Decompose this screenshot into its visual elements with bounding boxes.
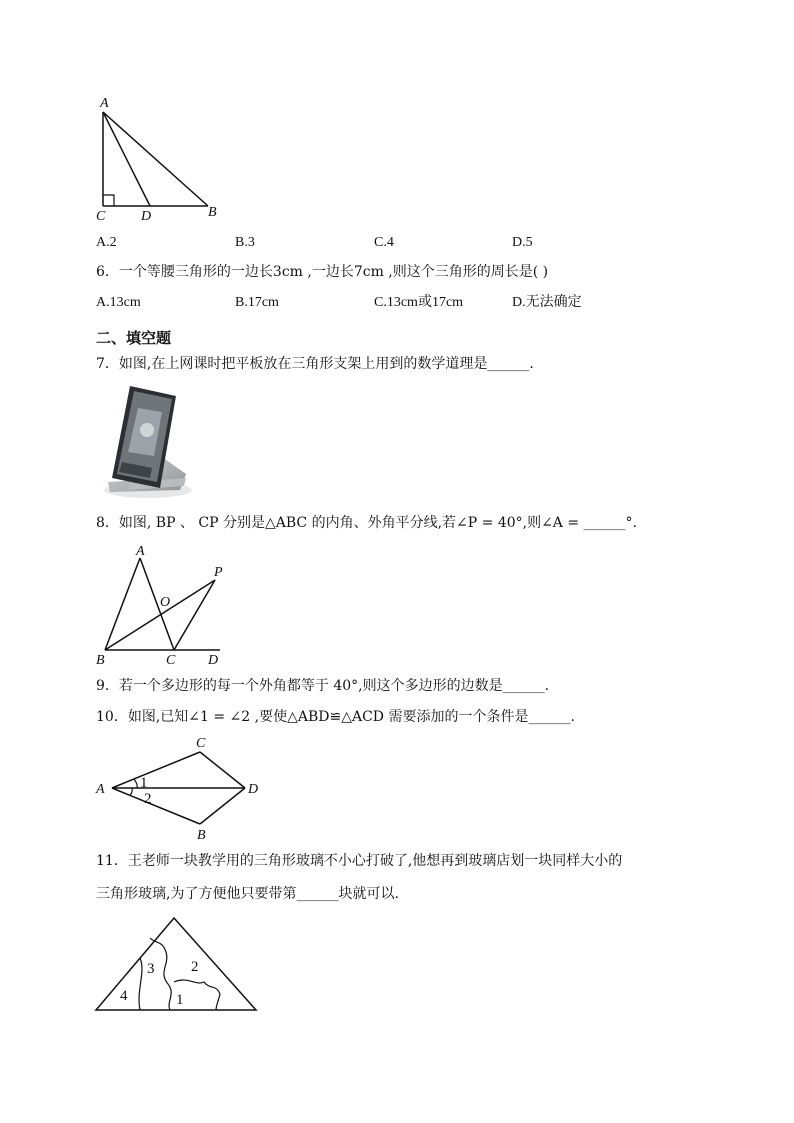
angle-2-label: 2 [144, 791, 152, 807]
question-9-text: 9．若一个多边形的每一个外角都等于 40°,则这个多边形的边数是______. [96, 678, 550, 694]
piece-2-label: 2 [191, 959, 199, 975]
figure-broken-triangle [92, 912, 262, 1016]
piece-1-label: 1 [176, 992, 184, 1008]
piece-3-label: 3 [147, 961, 155, 977]
tablet-stand-image [100, 382, 200, 500]
question-10-text: 10．如图,已知∠1 = ∠2 ,要使△ABD≌△ACD 需要添加的一个条件是______. [96, 709, 575, 725]
label-A: A [96, 782, 105, 797]
label-C: C [96, 209, 106, 224]
q6-choice-d: D.无法确定 [512, 295, 582, 310]
label-C: C [196, 736, 206, 751]
label-B: B [197, 828, 206, 843]
question-11-line-2: 三角形玻璃,为了方便他只要带第______块就可以. [96, 886, 399, 902]
label-D: D [248, 782, 259, 797]
q5-choice-a: A.2 [96, 235, 117, 250]
q5-choice-b: B.3 [235, 235, 255, 250]
question-6-text: 6．一个等腰三角形的一边长3cm ,一边长7cm ,则这个三角形的周长是( ) [96, 264, 549, 280]
figure-kite-abdc [90, 732, 270, 844]
question-8-text: 8．如图, BP 、 CP 分别是△ABC 的内角、外角平分线,若∠P = 40°,则∠A = ______°. [96, 515, 638, 531]
q6-choice-c: C.13cm或17cm [374, 295, 464, 310]
question-11-line-1: 11．王老师一块教学用的三角形玻璃不小心打破了,他想再到玻璃店划一块同样大小的 [96, 853, 623, 869]
q6-choice-a: A.13cm [96, 295, 141, 310]
section-fill-in-title: 二、填空题 [96, 329, 172, 347]
label-A: A [100, 96, 109, 111]
label-B: B [208, 205, 217, 220]
label-D: D [141, 209, 152, 224]
label-B: B [96, 653, 105, 668]
label-C: C [166, 653, 176, 668]
label-P: P [214, 565, 223, 580]
piece-4-label: 4 [120, 988, 128, 1004]
angle-1-label: 1 [140, 775, 148, 791]
label-O: O [160, 595, 171, 610]
label-A: A [136, 544, 145, 559]
figure-angle-bisectors [90, 540, 240, 668]
q5-choice-c: C.4 [374, 235, 394, 250]
label-D: D [208, 653, 219, 668]
figure-right-triangle-acb [90, 92, 230, 224]
q6-choice-b: B.17cm [235, 295, 279, 310]
q5-choice-d: D.5 [512, 235, 533, 250]
question-7-text: 7．如图,在上网课时把平板放在三角形支架上用到的数学道理是______. [96, 356, 534, 372]
